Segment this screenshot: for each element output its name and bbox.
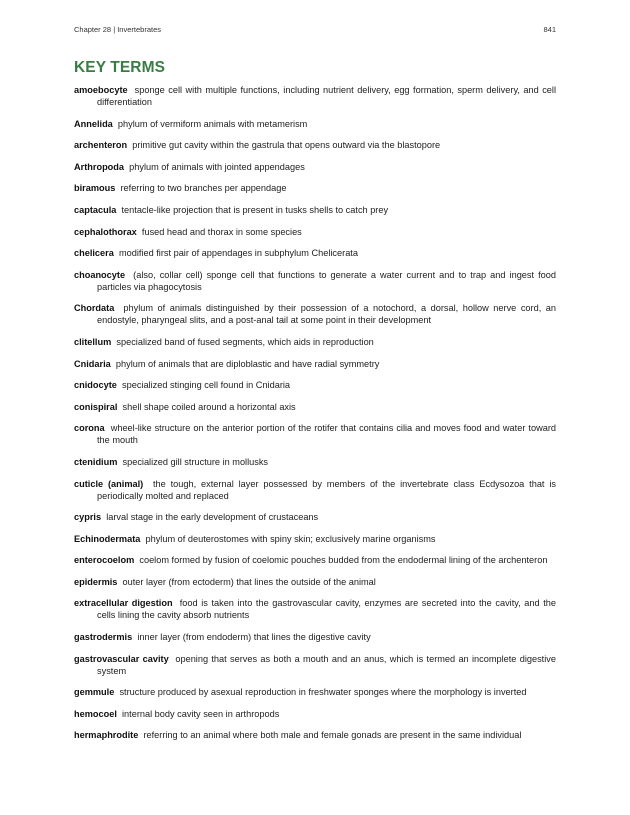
term-entry — [74, 597, 556, 621]
term-definition: phylum of animals with jointed appendages — [129, 161, 305, 172]
term-definition: opening that serves as both a mouth and an anus, which is termed an incomplete digestive system — [97, 653, 556, 676]
term-name: gastrovascular cavity — [74, 653, 169, 664]
term-definition: modified first pair of appendages in subphylum Chelicerata — [118, 248, 358, 259]
term-entry — [74, 729, 556, 741]
term-entry — [74, 226, 556, 238]
term-definition: referring to two branches per appendage — [120, 183, 287, 194]
term-definition: phylum of vermiform animals with metamerism — [117, 118, 308, 129]
term-name: Cnidaria — [74, 358, 111, 369]
section-title: KEY TERMS — [74, 59, 166, 76]
term-entry — [74, 708, 556, 720]
term-definition: referring to an animal where both male and female gonads are present in the same individual — [143, 730, 522, 741]
term-name: cuticle (animal) — [74, 478, 144, 489]
term-definition: fused head and thorax in some species — [141, 226, 302, 237]
term-definition: phylum of deuterostomes with spiny skin; exclusively marine organisms — [145, 533, 436, 544]
term-definition: food is taken into the gastrovascular cavity, enzymes are secreted into the cavity, and the cells lining the cavity absorb nutrients — [97, 598, 556, 621]
term-name: Annelida — [74, 118, 113, 129]
term-entry — [74, 118, 556, 130]
term-entry — [74, 686, 556, 698]
term-name: amoebocyte — [74, 85, 128, 95]
term-entry — [74, 336, 556, 348]
page-header — [74, 25, 556, 37]
term-entry — [74, 204, 556, 216]
chapter-title: Chapter 28 | Invertebrates — [74, 25, 161, 34]
term-name: cypris — [74, 512, 102, 523]
term-definition: coelom formed by fusion of coelomic pouches budded from the endodermal lining of the archenteron — [139, 555, 548, 566]
term-entry — [74, 653, 556, 677]
term-definition: primitive gut cavity within the gastrula that opens outward via the blastopore — [132, 140, 441, 151]
term-name: cephalothorax — [74, 226, 137, 237]
term-entry — [74, 511, 556, 523]
term-definition: structure produced by asexual reproduction in freshwater sponges where the morphology is inverted — [119, 687, 527, 698]
term-entry — [74, 161, 556, 173]
term-entry — [74, 576, 556, 588]
term-name: clitellum — [74, 336, 112, 347]
term-name: archenteron — [74, 140, 128, 151]
term-definition: specialized band of fused segments, which aids in reproduction — [116, 336, 374, 347]
term-name: biramous — [74, 183, 116, 194]
term-definition: wheel-like structure on the anterior portion of the rotifer that contains cilia and moves food and water toward the mouth — [97, 423, 556, 446]
term-definition: inner layer (from endoderm) that lines the digestive cavity — [137, 632, 371, 643]
term-name: gemmule — [74, 687, 115, 698]
term-name: cnidocyte — [74, 380, 117, 391]
term-definition: specialized stinging cell found in Cnidaria — [122, 380, 291, 391]
term-name: conispiral — [74, 401, 118, 412]
term-definition: (also, collar cell) sponge cell that functions to generate a water current and to trap and ingest food particles via phagocytosis — [97, 269, 556, 292]
term-definition: tentacle-like projection that is present in tusks shells to catch prey — [121, 204, 389, 215]
term-entry — [74, 302, 556, 326]
term-entry — [74, 139, 556, 151]
term-entry — [74, 247, 556, 259]
term-name: Chordata — [74, 303, 115, 314]
term-name: corona — [74, 423, 105, 434]
term-definition: specialized gill structure in mollusks — [122, 456, 269, 467]
term-entry — [74, 631, 556, 643]
term-definition: outer layer (from ectoderm) that lines the outside of the animal — [122, 576, 376, 587]
term-entry — [74, 358, 556, 370]
term-definition: phylum of animals distinguished by their possession of a notochord, a dorsal, hollow nerve cord, an endostyle, pharyngeal slits, and a post-anal tail at some point in their development — [97, 303, 556, 326]
term-entry — [74, 84, 556, 108]
term-name: hemocoel — [74, 708, 117, 719]
term-entry — [74, 478, 556, 502]
term-name: choanocyte — [74, 269, 126, 280]
term-name: chelicera — [74, 248, 114, 259]
term-definition: sponge cell with multiple functions, including nutrient delivery, egg formation, sperm delivery, and cell differentiation — [97, 85, 557, 107]
term-entry — [74, 533, 556, 545]
term-entry — [74, 182, 556, 194]
term-entry — [74, 456, 556, 468]
term-entry — [74, 269, 556, 293]
term-name: extracellular digestion — [74, 598, 173, 609]
term-entry — [74, 554, 556, 566]
page-number: 841 — [543, 25, 556, 34]
term-name: Arthropoda — [74, 161, 125, 172]
term-entry — [74, 422, 556, 446]
term-name: epidermis — [74, 576, 118, 587]
term-entry — [74, 379, 556, 391]
term-definition: shell shape coiled around a horizontal axis — [122, 401, 296, 412]
term-definition: larval stage in the early development of crustaceans — [106, 512, 319, 523]
term-definition: the tough, external layer possessed by members of the invertebrate class Ecdysozoa that is periodically molted and replaced — [97, 478, 556, 501]
term-definition: internal body cavity seen in arthropods — [122, 708, 280, 719]
term-name: enterocoelom — [74, 555, 135, 566]
term-name: Echinodermata — [74, 533, 141, 544]
term-name: ctenidium — [74, 456, 118, 467]
term-definition: phylum of animals that are diploblastic and have radial symmetry — [115, 358, 380, 369]
term-name: hermaphrodite — [74, 730, 139, 741]
term-name: gastrodermis — [74, 632, 133, 643]
key-terms-list — [74, 84, 556, 751]
term-entry — [74, 401, 556, 413]
term-name: captacula — [74, 204, 117, 215]
